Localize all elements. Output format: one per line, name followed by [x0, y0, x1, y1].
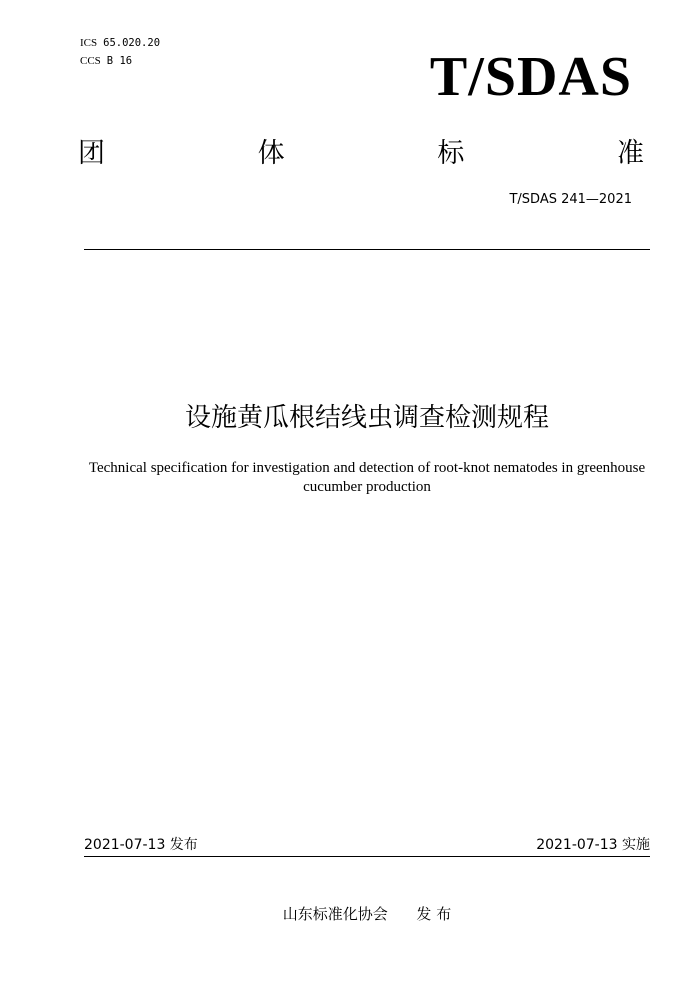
- publisher-action: 发 布: [416, 905, 452, 923]
- bottom-divider: [84, 856, 650, 857]
- issue-date: 2021-07-13 发布: [84, 837, 198, 853]
- ccs-label: CCS: [80, 55, 101, 67]
- heading-char-1: 团: [78, 138, 105, 169]
- ccs-value: B 16: [106, 55, 133, 67]
- top-divider: [84, 249, 650, 250]
- heading-char-2: 体: [257, 138, 285, 169]
- standard-number: T/SDAS 241—2021: [509, 192, 632, 207]
- publisher-organization: 山东标准化协会: [282, 905, 388, 923]
- ics-code: [80, 36, 160, 50]
- english-title: Technical specification for investigation and detection of root-knot nematodes in greenhouse cucumber production: [88, 460, 646, 495]
- standard-logo: T/SDAS: [429, 46, 632, 108]
- ccs-code: [80, 54, 132, 68]
- ics-label: ICS: [80, 37, 98, 49]
- chinese-title: 设施黄瓜根结线虫调查检测规程: [184, 403, 549, 433]
- ics-value: 65.020.20: [103, 37, 161, 49]
- heading-char-4: 准: [616, 138, 644, 169]
- standard-type-heading: [78, 136, 644, 172]
- implementation-date: 2021-07-13 实施: [536, 837, 650, 853]
- publisher-line: [84, 904, 650, 924]
- heading-char-3: 标: [437, 138, 465, 169]
